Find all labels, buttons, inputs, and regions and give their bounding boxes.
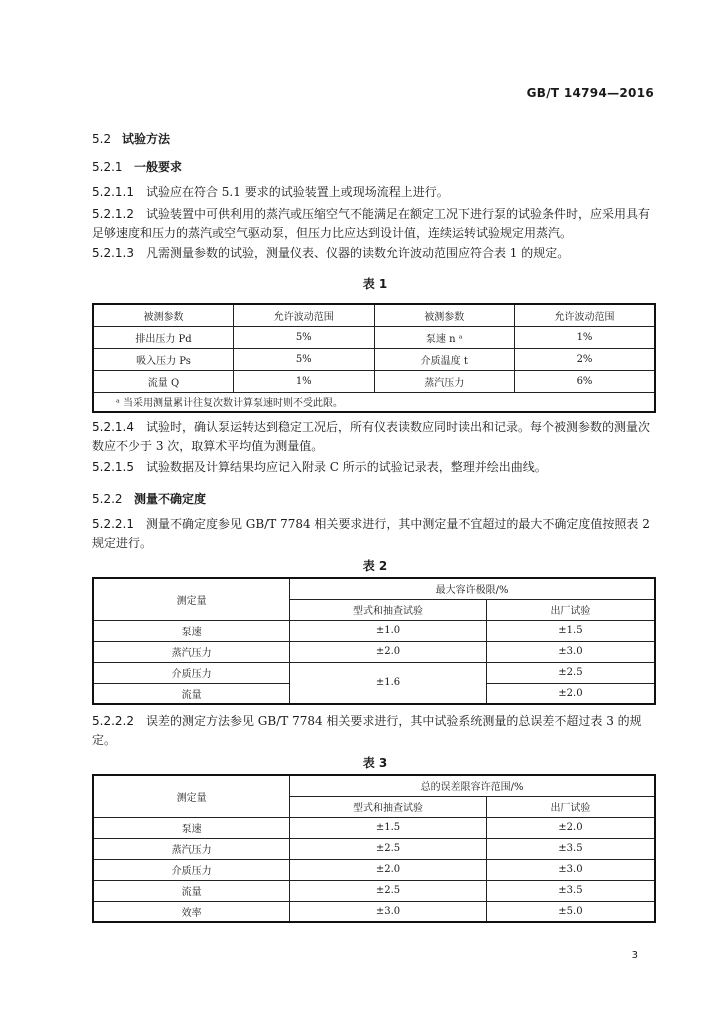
table-cell: 吸入压力 Ps	[93, 348, 234, 370]
table-2-caption: 表 2	[362, 559, 388, 573]
section-title: 一般要求	[134, 160, 183, 174]
table-cell: 流量	[93, 880, 290, 901]
clause-number: 5.2.1.1	[92, 185, 134, 199]
table-cell: 蒸汽压力	[93, 838, 290, 859]
table-header-row	[93, 304, 655, 326]
table-cell: 介质压力	[93, 859, 290, 880]
table-cell: ±3.0	[486, 859, 655, 880]
table-cell: ±2.0	[486, 817, 655, 838]
clause-5-2-2-2	[92, 712, 658, 750]
table-cell: ±3.0	[486, 641, 655, 662]
table-cell: ±3.0	[290, 901, 487, 922]
table-row	[93, 620, 655, 641]
table-cell: 介质温度 t	[374, 348, 515, 370]
header-cell: 总的误差限容许范围/%	[290, 775, 655, 796]
section-heading-5-2-2	[92, 490, 206, 507]
table-row	[93, 901, 655, 922]
table-cell-merged: ±1.6	[290, 662, 487, 704]
table-2	[92, 577, 656, 705]
header-cell: 允许波动范围	[234, 304, 375, 326]
clause-5-2-1-5	[92, 458, 658, 477]
clause-text: 试验数据及计算结果均应记入附录 C 所示的试验记录表，整理并绘出曲线。	[145, 460, 547, 474]
clause-5-2-1-1	[92, 183, 658, 202]
clause-5-2-1-3	[92, 244, 658, 263]
table-cell: ±2.0	[486, 683, 655, 704]
clause-number: 5.2.1.3	[92, 246, 134, 260]
clause-text: 凡需测量参数的试验，测量仪表、仪器的读数允许波动范围应符合表 1 的规定。	[145, 246, 570, 260]
table-cell: ±3.5	[486, 880, 655, 901]
section-heading-5-2	[92, 130, 170, 147]
section-number: 5.2.1	[92, 160, 123, 174]
standard-code: GB/T 14794—2016	[526, 86, 654, 100]
clause-number: 5.2.1.2	[92, 207, 134, 221]
clause-5-2-1-4	[92, 418, 658, 456]
table-cell: 流量	[93, 683, 290, 704]
clause-text: 误差的测定方法参见 GB/T 7784 相关要求进行，其中试验系统测量的总误差不超过表 3 的规定。	[92, 714, 642, 747]
table-cell: ±3.5	[486, 838, 655, 859]
table-1	[92, 303, 656, 413]
table-footnote: ᵃ 当采用测量累计往复次数计算泵速时则不受此限。	[93, 392, 655, 412]
table-row	[93, 662, 655, 683]
table-cell: ±1.0	[290, 620, 487, 641]
header-cell: 被测参数	[93, 304, 234, 326]
table-cell: 1%	[515, 326, 656, 348]
clause-text: 测量不确定度参见 GB/T 7784 相关要求进行，其中测定量不宜超过的最大不确定度值按照表 2 规定进行。	[92, 517, 650, 550]
header-cell: 测定量	[93, 578, 290, 620]
page-number: 3	[631, 950, 638, 961]
table-cell: 蒸汽压力	[374, 370, 515, 392]
clause-text: 试验时，确认泵运转达到稳定工况后，所有仪表读数应同时读出和记录。每个被测参数的测量次数应不少于 3 次，取算术平均值为测量值。	[92, 420, 650, 453]
section-number: 5.2	[92, 132, 112, 146]
table-cell: ±5.0	[486, 901, 655, 922]
table-row	[93, 326, 655, 348]
clause-5-2-1-2	[92, 205, 658, 243]
table-cell: 效率	[93, 901, 290, 922]
table-1-caption: 表 1	[362, 277, 388, 291]
table-3-caption: 表 3	[362, 756, 388, 770]
table-row	[93, 348, 655, 370]
table-cell: ±2.0	[290, 641, 487, 662]
section-title: 试验方法	[122, 132, 171, 146]
header-cell: 最大容许极限/%	[290, 578, 655, 599]
table-cell: 泵速	[93, 817, 290, 838]
table-cell: 2%	[515, 348, 656, 370]
clause-number: 5.2.2.2	[92, 714, 134, 728]
clause-text: 试验应在符合 5.1 要求的试验装置上或现场流程上进行。	[145, 185, 449, 199]
header-cell: 出厂试验	[486, 599, 655, 620]
section-number: 5.2.2	[92, 492, 123, 506]
table-cell: 排出压力 Pd	[93, 326, 234, 348]
clause-number: 5.2.1.5	[92, 460, 134, 474]
table-cell: ±2.5	[486, 662, 655, 683]
table-cell: ±2.5	[290, 838, 487, 859]
table-cell: 6%	[515, 370, 656, 392]
table-cell: 蒸汽压力	[93, 641, 290, 662]
table-header-row	[93, 578, 655, 599]
header-cell: 型式和抽查试验	[290, 599, 487, 620]
table-row	[93, 817, 655, 838]
header-cell: 被测参数	[374, 304, 515, 326]
table-row	[93, 838, 655, 859]
header-cell: 出厂试验	[486, 796, 655, 817]
clause-number: 5.2.2.1	[92, 517, 134, 531]
table-cell: 介质压力	[93, 662, 290, 683]
section-title: 测量不确定度	[134, 492, 207, 506]
table-cell: ±2.0	[290, 859, 487, 880]
table-cell: 流量 Q	[93, 370, 234, 392]
table-note-row	[93, 392, 655, 412]
table-3	[92, 774, 656, 923]
clause-5-2-2-1	[92, 515, 658, 553]
table-header-row	[93, 775, 655, 796]
section-heading-5-2-1	[92, 158, 182, 175]
table-cell: 5%	[234, 348, 375, 370]
table-cell: ±2.5	[290, 880, 487, 901]
clause-number: 5.2.1.4	[92, 420, 134, 434]
clause-text: 试验装置中可供利用的蒸汽或压缩空气不能满足在额定工况下进行泵的试验条件时，应采用具有足够速度和压力的蒸汽或空气驱动泵，但压力比应达到设计值，连续运转试验规定用蒸汽。	[92, 207, 650, 240]
table-cell: 泵速 n ᵃ	[374, 326, 515, 348]
table-row	[93, 880, 655, 901]
header-cell: 允许波动范围	[515, 304, 656, 326]
table-row	[93, 641, 655, 662]
table-row	[93, 859, 655, 880]
table-cell: ±1.5	[486, 620, 655, 641]
table-row	[93, 370, 655, 392]
table-cell: ±1.5	[290, 817, 487, 838]
table-cell: 1%	[234, 370, 375, 392]
table-cell: 泵速	[93, 620, 290, 641]
header-cell: 型式和抽查试验	[290, 796, 487, 817]
header-cell: 测定量	[93, 775, 290, 817]
table-cell: 5%	[234, 326, 375, 348]
